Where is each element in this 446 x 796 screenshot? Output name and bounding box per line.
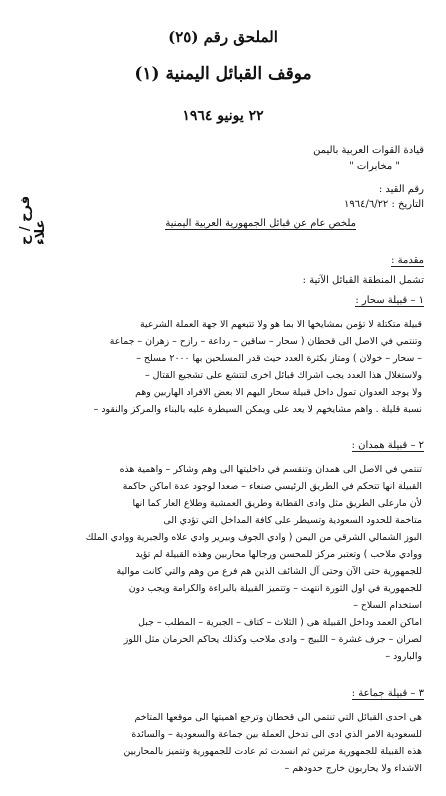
intro-heading: مقدمة : (391, 255, 424, 266)
section-heading-sahhar: ١ – قبيلة سحار : (355, 295, 424, 306)
paragraph-line: متاخمة للحدود السعودية وتسيطر على كافة المداخل التي تؤدي الى (163, 515, 422, 526)
paragraph-line: وتنتمي في الاصل الى قحطان ( سحار – ساقين – رداعة – رازح – زهران – جماعة (109, 336, 422, 347)
subject-line: ملخص عام عن قبائل الجمهورية العربية اليمنية (165, 218, 356, 229)
section-body-hamdan (22, 461, 422, 665)
sender-line-2: " مخابرات " (349, 161, 400, 172)
intro-text: تشمل المنطقة القبائل الآتية : (302, 275, 424, 286)
section-body-jamaa (22, 709, 422, 777)
appendix-heading: الملحق رقم (٢٥) (168, 28, 278, 46)
paragraph-line: اماكن العمد وداخل القبيلة هى ( الثلاث – كتاف – الجبرية – المطلب – جبل (138, 617, 422, 628)
paragraph-line: القبيلة انها تتحكم في الطريق الرئيسي صنعاء – صعدا لوجود عدة اماكن حاكمة (122, 481, 422, 492)
reference-date: التاريخ : ١٩٦٤/٦/٢٢ (343, 199, 424, 210)
document-title: موقف القبائل اليمنية (١) (134, 64, 312, 84)
paragraph-line: والبارود – (385, 651, 422, 662)
paragraph-line: للسعودية الامر الذي ادى الى تدخل العملة بين جماعة والسعودية – والسائدة (131, 729, 422, 740)
paragraph-line: ولاستغلال هذا العدد يجب اشراك قبائل اخرى لتتشع على تشجيع القتال – (144, 370, 422, 381)
section-body-sahhar (22, 316, 422, 418)
paragraph-line: للجمهورية حتى الآن وحتى آل الشائف الذين هم فرع من وهم والتي كانت موالية (116, 566, 422, 577)
document-date: ٢٢ يونيو ١٩٦٤ (182, 108, 264, 124)
paragraph-line: هى احدى القبائل التي تنتمي الى قحطان وترجع اهميتها الى موقعها المتاخم (134, 712, 422, 723)
paragraph-line: نسبة قليلة . واهم مشايخهم لا يعد على ويمكن السيطرة عليه بالبناء والمركز والنقود – (93, 404, 422, 415)
sender-line-1: قيادة القوات العربية باليمن (313, 145, 424, 156)
paragraph-line: قبيلة متكتلة لا تؤمن بمشايخها الا بما هو ولا تتبعهم الا جهة العملة الشرعية (140, 319, 422, 330)
paragraph-line: لصران – جرف غشرة – اللبيج – وادى ملاحب وكذلك يحاكم الحرمان مثل اللوز (123, 634, 422, 645)
section-heading-jamaa: ٣ – قبيلة جماعة : (351, 688, 424, 699)
paragraph-line: ولا يوجد العدوان تمول داخل قبيلة سحار اليهم الا بعض الافراد الهاربين وهم (135, 387, 422, 398)
paragraph-line: – سحار – خولان ) ومتاز بكثرة العدد حيث قدر المسلحين بها ٢٠٠٠ مسلح – (136, 353, 422, 364)
reference-number-label: رقم القيد : (378, 184, 424, 195)
paragraph-line: الاشداء ولا يحاربون خارج حدودهم – (284, 763, 422, 774)
paragraph-line: هذه القبيلة للجمهورية مرتين ثم انسدت ثم عادت للجمهورية وتتميز بالمحاربين (123, 746, 422, 757)
paragraph-line: ووادي ملاحب ) وتعتبر مركز للمحسن ورجالها محاربين وهذه القبيلة لم تؤيد (135, 549, 422, 560)
paragraph-line: تنتمي في الاصل الى همدان وتنقسم في داخليتها الى وهم وشاكر – واهمية هذه (119, 464, 422, 475)
paragraph-line: استخدام السلاح – (353, 600, 422, 611)
paragraph-line: لأن مارعلى الطريق مثل وادى القطابة وطريق العمشية وطلاع العار كما انها (132, 498, 422, 509)
paragraph-line: البوز الشمالي الشرقي من اليمن ( وادي الجوف وبيرير وادي علاه والجبرية ووادي الملك (85, 532, 422, 543)
paragraph-line: للجمهورية في اول الثورة انتهت – وتتميز القبيلة بالبراءة والكرامة ويجب دون (128, 583, 422, 594)
handwritten-margin-note: فرح / ح علاء (18, 195, 48, 245)
section-heading-hamdan: ٢ – قبيلة همدان : (351, 440, 424, 451)
